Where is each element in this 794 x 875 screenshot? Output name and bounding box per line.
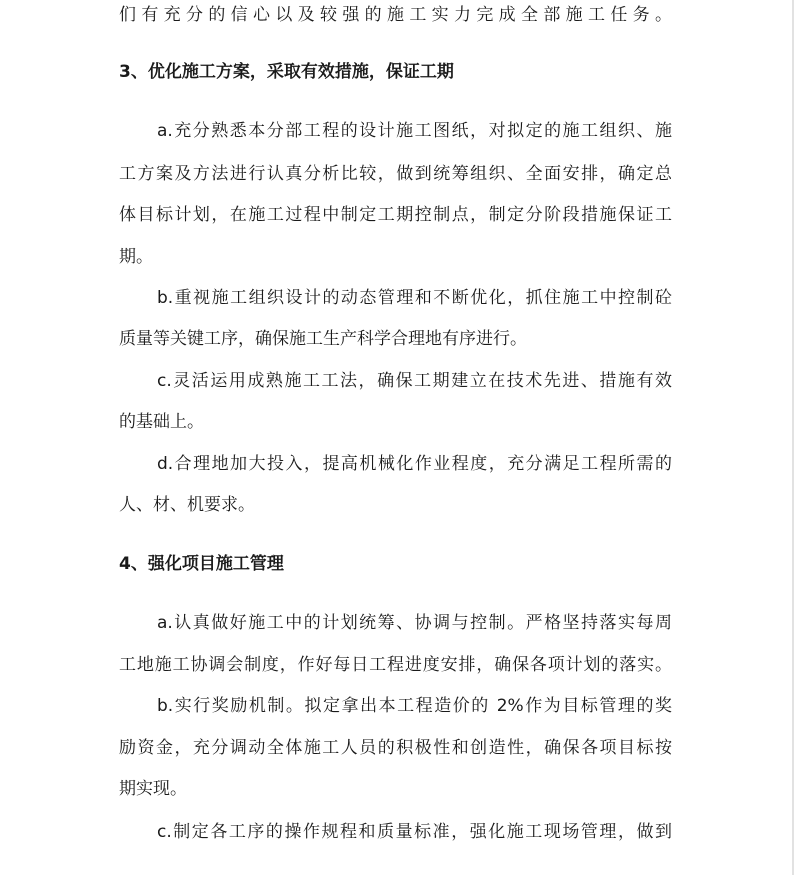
paragraph-line: b.实行奖励机制。拟定拿出本工程造价的 2%作为目标管理的奖: [157, 696, 672, 716]
paragraph-line: 体目标计划，在施工过程中制定工期控制点，制定分阶段措施保证工: [119, 205, 672, 225]
paragraph-line: a.充分熟悉本分部工程的设计施工图纸，对拟定的施工组织、施: [157, 121, 672, 141]
paragraph-line: d.合理地加大投入，提高机械化作业程度，充分满足工程所需的: [157, 454, 672, 474]
paragraph-line: 工地施工协调会制度，作好每日工程进度安排，确保各项计划的落实。: [119, 655, 672, 675]
paragraph-line: 人、材、机要求。: [119, 495, 255, 515]
paragraph-line: a.认真做好施工中的计划统筹、协调与控制。严格坚持落实每周: [157, 613, 672, 633]
paragraph-line: 们有充分的信心以及较强的施工实力完成全部施工任务。: [119, 5, 672, 25]
paragraph-line: 的基础上。: [119, 412, 204, 432]
paragraph-line: 质量等关键工序，确保施工生产科学合理地有序进行。: [119, 329, 527, 349]
section-heading-3: 3、优化施工方案，采取有效措施，保证工期: [119, 62, 454, 82]
paragraph-line: 工方案及方法进行认真分析比较，做到统筹组织、全面安排，确定总: [119, 164, 672, 184]
paragraph-line: c.制定各工序的操作规程和质量标准，强化施工现场管理，做到: [157, 822, 672, 842]
paragraph-line: 励资金，充分调动全体施工人员的积极性和创造性，确保各项目标按: [119, 738, 672, 758]
paragraph-line: b.重视施工组织设计的动态管理和不断优化，抓住施工中控制砼: [157, 288, 672, 308]
paragraph-line: 期。: [119, 247, 153, 267]
paragraph-line: c.灵活运用成熟施工工法，确保工期建立在技术先进、措施有效: [157, 371, 672, 391]
paragraph-line: 期实现。: [119, 779, 187, 799]
section-heading-4: 4、强化项目施工管理: [119, 554, 284, 574]
